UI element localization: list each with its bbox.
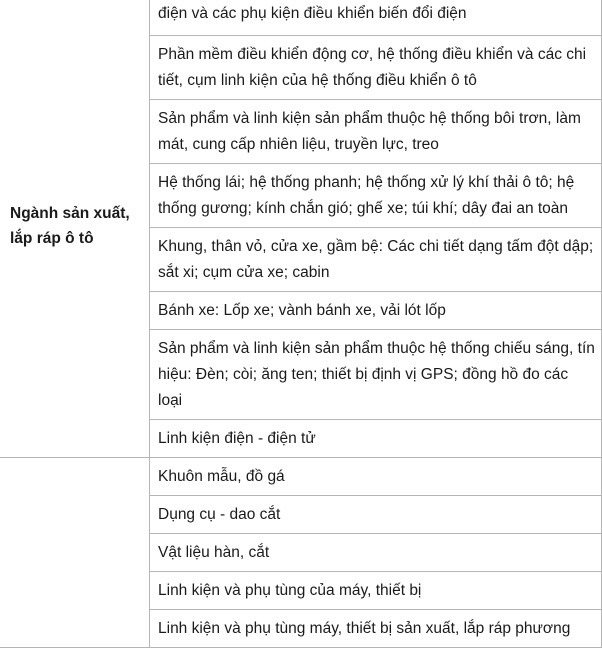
item-cell <box>150 330 602 420</box>
item-cell <box>150 420 602 458</box>
category-cell <box>0 0 150 458</box>
item-cell <box>150 610 602 648</box>
item-cell <box>150 572 602 610</box>
item-cell <box>150 0 602 36</box>
item-text: điện và các phụ kiện điều khiển biến đổi điện <box>158 5 467 22</box>
item-cell <box>150 534 602 572</box>
item-text: Bánh xe: Lốp xe; vành bánh xe, vải lót lốp <box>158 302 446 319</box>
item-text: Linh kiện và phụ tùng của máy, thiết bị <box>158 582 422 599</box>
item-text: Dụng cụ - dao cắt <box>158 506 281 523</box>
category-cell <box>0 458 150 648</box>
item-text: Vật liệu hàn, cắt <box>158 544 270 561</box>
item-text: Khung, thân vỏ, cửa xe, gầm bệ: Các chi tiết dạng tấm đột dập; sắt xi; cụm cửa xe; cabin <box>158 238 594 281</box>
item-cell <box>150 100 602 164</box>
category-label: Ngành sản xuất, lắp ráp ô tô <box>10 205 130 247</box>
item-text: Hệ thống lái; hệ thống phanh; hệ thống xử lý khí thải ô tô; hệ thống gương; kính chắn gió; ghế xe; túi khí; dây đai an toàn <box>158 174 575 217</box>
item-text: Phần mềm điều khiển động cơ, hệ thống điều khiển và các chi tiết, cụm linh kiện của hệ thống điều khiển ô tô <box>158 46 587 89</box>
item-text: Khuôn mẫu, đồ gá <box>158 468 285 485</box>
item-text: Linh kiện điện - điện tử <box>158 430 316 447</box>
item-cell <box>150 36 602 100</box>
item-cell <box>150 496 602 534</box>
item-cell <box>150 228 602 292</box>
item-text: Linh kiện và phụ tùng máy, thiết bị sản xuất, lắp ráp phương <box>158 620 571 637</box>
item-cell <box>150 292 602 330</box>
item-text: Sản phẩm và linh kiện sản phẩm thuộc hệ thống chiếu sáng, tín hiệu: Đèn; còi; ăng ten; thiết bị định vị GPS; đồng hồ đo các loại <box>158 340 595 409</box>
table-row <box>0 0 602 36</box>
item-cell <box>150 164 602 228</box>
table-row <box>0 458 602 496</box>
item-cell <box>150 458 602 496</box>
item-text: Sản phẩm và linh kiện sản phẩm thuộc hệ thống bôi trơn, làm mát, cung cấp nhiên liệu, truyền lực, treo <box>158 110 581 153</box>
